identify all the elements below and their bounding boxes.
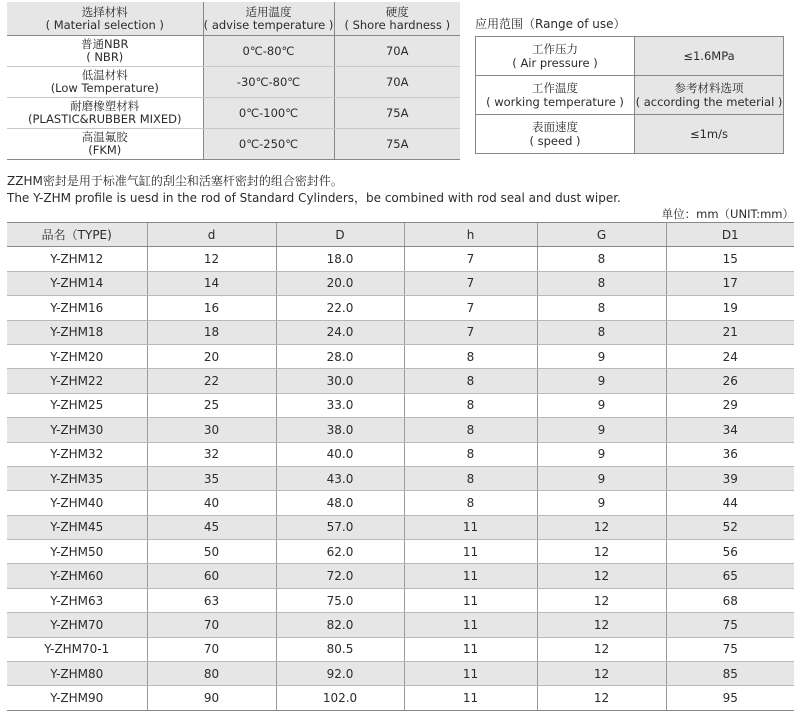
hardness-cell: 70A xyxy=(334,36,460,67)
spec-table xyxy=(7,222,794,711)
table-row xyxy=(7,442,794,466)
table-cell: 33.0 xyxy=(276,393,404,417)
table-cell: 40.0 xyxy=(276,442,404,466)
table-cell: 63 xyxy=(147,588,276,612)
spec-header-row xyxy=(7,223,794,247)
table-cell: 65 xyxy=(666,564,794,588)
temperature-header-cell xyxy=(203,2,334,36)
header-cn: 硬度 xyxy=(385,4,409,19)
table-cell: 17 xyxy=(666,271,794,295)
material-en: (Low Temperature) xyxy=(50,81,159,95)
material-name-cell xyxy=(7,98,203,129)
table-cell: Y-ZHM40 xyxy=(7,491,147,515)
table-cell: 24.0 xyxy=(276,320,404,344)
table-cell: 80 xyxy=(147,662,276,686)
table-row xyxy=(7,613,794,637)
table-row xyxy=(7,637,794,661)
table-cell: 82.0 xyxy=(276,613,404,637)
range-key-cell xyxy=(476,37,635,76)
table-cell: Y-ZHM80 xyxy=(7,662,147,686)
table-cell: 22 xyxy=(147,369,276,393)
spec-header-cell: D xyxy=(276,223,404,247)
material-cn: 普通NBR xyxy=(81,37,129,51)
material-table-header xyxy=(7,2,460,36)
range-value-cell xyxy=(635,76,784,115)
hardness-header-cell xyxy=(334,2,460,36)
table-cell: 8 xyxy=(404,344,537,368)
description-en: The Y-ZHM profile is uesd in the rod of Standard Cylinders，be combined with rod seal and dust wiper. xyxy=(7,191,621,205)
range-row xyxy=(476,115,784,154)
table-cell: 80.5 xyxy=(276,637,404,661)
description-cn: ZZHM密封是用于标准气缸的刮尘和活塞杆密封的组合密封件。 xyxy=(7,174,343,188)
table-cell: 16 xyxy=(147,296,276,320)
table-cell: 75.0 xyxy=(276,588,404,612)
table-cell: 70 xyxy=(147,637,276,661)
range-of-use-table xyxy=(475,36,784,154)
table-cell: 72.0 xyxy=(276,564,404,588)
range-value: 参考材料选项 xyxy=(674,81,744,95)
table-cell: 19 xyxy=(666,296,794,320)
material-cn: 高温氟胶 xyxy=(81,130,128,144)
table-cell: 11 xyxy=(404,588,537,612)
table-cell: 29 xyxy=(666,393,794,417)
table-cell: Y-ZHM35 xyxy=(7,466,147,490)
range-key-en: ( speed ) xyxy=(529,134,581,148)
table-cell: 68 xyxy=(666,588,794,612)
header-en: ( Shore hardness ) xyxy=(344,17,451,32)
table-cell: 36 xyxy=(666,442,794,466)
material-name-cell xyxy=(7,36,203,67)
material-cn: 耐磨橡塑材料 xyxy=(70,99,140,113)
table-cell: 62.0 xyxy=(276,540,404,564)
table-row xyxy=(7,515,794,539)
table-row xyxy=(7,418,794,442)
range-key-en: ( working temperature ) xyxy=(486,95,624,109)
table-cell: 15 xyxy=(666,247,794,271)
table-cell: Y-ZHM22 xyxy=(7,369,147,393)
table-cell: Y-ZHM50 xyxy=(7,540,147,564)
material-name-cell xyxy=(7,129,203,160)
table-cell: 9 xyxy=(537,466,666,490)
material-cn: 低温材料 xyxy=(81,68,128,82)
table-cell: 7 xyxy=(404,271,537,295)
table-row xyxy=(7,564,794,588)
table-cell: 8 xyxy=(404,393,537,417)
table-cell: 7 xyxy=(404,247,537,271)
header-en: ( Material selection ) xyxy=(45,17,164,32)
table-cell: Y-ZHM32 xyxy=(7,442,147,466)
range-key-en: ( Air pressure ) xyxy=(512,56,598,70)
table-cell: 90 xyxy=(147,686,276,710)
table-cell: 7 xyxy=(404,320,537,344)
table-cell: 26 xyxy=(666,369,794,393)
table-cell: Y-ZHM12 xyxy=(7,247,147,271)
table-cell: 9 xyxy=(537,393,666,417)
table-cell: 56 xyxy=(666,540,794,564)
table-cell: 30 xyxy=(147,418,276,442)
table-cell: 18.0 xyxy=(276,247,404,271)
table-row xyxy=(7,466,794,490)
table-cell: Y-ZHM90 xyxy=(7,686,147,710)
table-row xyxy=(7,540,794,564)
table-cell: 24 xyxy=(666,344,794,368)
range-key-cn: 工作温度 xyxy=(532,81,578,95)
table-cell: 92.0 xyxy=(276,662,404,686)
material-en: (FKM) xyxy=(88,143,122,157)
material-row xyxy=(7,67,460,98)
table-row xyxy=(7,344,794,368)
table-row xyxy=(7,271,794,295)
hardness-cell: 75A xyxy=(334,129,460,160)
table-cell: 9 xyxy=(537,491,666,515)
table-row xyxy=(7,588,794,612)
material-table xyxy=(7,2,460,160)
table-row xyxy=(7,686,794,710)
table-cell: 9 xyxy=(537,344,666,368)
range-row xyxy=(476,37,784,76)
table-cell: 38.0 xyxy=(276,418,404,442)
range-key-cell xyxy=(476,115,635,154)
table-cell: 44 xyxy=(666,491,794,515)
range-value: ≤1.6MPa xyxy=(683,49,735,63)
table-cell: 8 xyxy=(404,491,537,515)
table-cell: 8 xyxy=(537,271,666,295)
range-value: ≤1m/s xyxy=(689,127,729,141)
table-cell: 40 xyxy=(147,491,276,515)
material-name-cell xyxy=(7,67,203,98)
table-cell: 12 xyxy=(537,564,666,588)
header-cn: 适用温度 xyxy=(245,4,292,19)
table-cell: Y-ZHM45 xyxy=(7,515,147,539)
table-row xyxy=(7,247,794,271)
range-of-use-title: 应用范围（Range of use） xyxy=(475,17,626,31)
table-cell: 32 xyxy=(147,442,276,466)
table-cell: 20.0 xyxy=(276,271,404,295)
material-row xyxy=(7,36,460,67)
table-cell: 7 xyxy=(404,296,537,320)
table-cell: 9 xyxy=(537,369,666,393)
table-cell: 21 xyxy=(666,320,794,344)
temperature-cell: 0℃-250℃ xyxy=(203,129,334,160)
temperature-cell: -30℃-80℃ xyxy=(203,67,334,98)
table-cell: 60 xyxy=(147,564,276,588)
table-cell: 25 xyxy=(147,393,276,417)
table-cell: 11 xyxy=(404,515,537,539)
table-cell: 30.0 xyxy=(276,369,404,393)
table-cell: Y-ZHM25 xyxy=(7,393,147,417)
table-cell: 12 xyxy=(537,637,666,661)
spec-header-cell: h xyxy=(404,223,537,247)
table-row xyxy=(7,320,794,344)
table-cell: 11 xyxy=(404,686,537,710)
range-key-cell xyxy=(476,76,635,115)
material-header-cell xyxy=(7,2,203,36)
table-cell: 22.0 xyxy=(276,296,404,320)
table-cell: Y-ZHM30 xyxy=(7,418,147,442)
table-cell: 52 xyxy=(666,515,794,539)
table-cell: 12 xyxy=(537,515,666,539)
table-cell: 75 xyxy=(666,613,794,637)
table-cell: 20 xyxy=(147,344,276,368)
table-cell: 9 xyxy=(537,442,666,466)
table-cell: 45 xyxy=(147,515,276,539)
spec-header-cell: D1 xyxy=(666,223,794,247)
table-cell: 12 xyxy=(537,662,666,686)
range-value-cell xyxy=(635,37,784,76)
table-cell: 85 xyxy=(666,662,794,686)
table-cell: Y-ZHM70-1 xyxy=(7,637,147,661)
table-row xyxy=(7,369,794,393)
table-cell: 39 xyxy=(666,466,794,490)
table-cell: 12 xyxy=(537,686,666,710)
table-row xyxy=(7,393,794,417)
table-cell: 9 xyxy=(537,418,666,442)
table-cell: Y-ZHM16 xyxy=(7,296,147,320)
table-cell: 75 xyxy=(666,637,794,661)
hardness-cell: 70A xyxy=(334,67,460,98)
table-cell: 11 xyxy=(404,540,537,564)
range-value-note: ( according the meterial ) xyxy=(635,95,783,109)
table-cell: 12 xyxy=(537,540,666,564)
table-cell: 8 xyxy=(404,418,537,442)
table-cell: Y-ZHM14 xyxy=(7,271,147,295)
table-cell: 8 xyxy=(537,320,666,344)
table-cell: 14 xyxy=(147,271,276,295)
table-cell: Y-ZHM63 xyxy=(7,588,147,612)
table-cell: 12 xyxy=(537,613,666,637)
temperature-cell: 0℃-100℃ xyxy=(203,98,334,129)
table-cell: 28.0 xyxy=(276,344,404,368)
spec-header-cell: G xyxy=(537,223,666,247)
table-cell: 102.0 xyxy=(276,686,404,710)
table-cell: 50 xyxy=(147,540,276,564)
table-cell: 70 xyxy=(147,613,276,637)
range-row xyxy=(476,76,784,115)
table-cell: 12 xyxy=(537,588,666,612)
material-en: ( NBR) xyxy=(86,50,124,64)
table-cell: Y-ZHM18 xyxy=(7,320,147,344)
unit-label: 单位：mm（UNIT:mm） xyxy=(661,207,794,221)
header-en: ( advise temperature ) xyxy=(203,17,334,32)
spec-header-cell: 品名（TYPE) xyxy=(7,223,147,247)
table-cell: 8 xyxy=(404,442,537,466)
table-cell: 35 xyxy=(147,466,276,490)
table-cell: 11 xyxy=(404,637,537,661)
hardness-cell: 75A xyxy=(334,98,460,129)
table-cell: 48.0 xyxy=(276,491,404,515)
table-cell: 57.0 xyxy=(276,515,404,539)
range-key-cn: 表面速度 xyxy=(532,120,578,134)
temperature-cell: 0℃-80℃ xyxy=(203,36,334,67)
material-row xyxy=(7,98,460,129)
table-cell: 18 xyxy=(147,320,276,344)
table-row xyxy=(7,662,794,686)
spec-table-body xyxy=(7,247,794,710)
table-cell: Y-ZHM70 xyxy=(7,613,147,637)
spec-header-cell: d xyxy=(147,223,276,247)
table-cell: 34 xyxy=(666,418,794,442)
table-cell: 8 xyxy=(537,296,666,320)
range-key-cn: 工作压力 xyxy=(532,42,578,56)
table-cell: 11 xyxy=(404,613,537,637)
table-cell: 8 xyxy=(404,466,537,490)
table-cell: 43.0 xyxy=(276,466,404,490)
description xyxy=(7,173,621,207)
table-cell: 12 xyxy=(147,247,276,271)
table-cell: Y-ZHM60 xyxy=(7,564,147,588)
table-cell: 8 xyxy=(404,369,537,393)
material-en: (PLASTIC&RUBBER MIXED) xyxy=(27,112,182,126)
table-cell: Y-ZHM20 xyxy=(7,344,147,368)
table-cell: 11 xyxy=(404,662,537,686)
header-cn: 选择材料 xyxy=(81,4,128,19)
table-cell: 95 xyxy=(666,686,794,710)
table-row xyxy=(7,296,794,320)
material-row xyxy=(7,129,460,160)
table-row xyxy=(7,491,794,515)
range-value-cell xyxy=(635,115,784,154)
table-cell: 8 xyxy=(537,247,666,271)
table-cell: 11 xyxy=(404,564,537,588)
